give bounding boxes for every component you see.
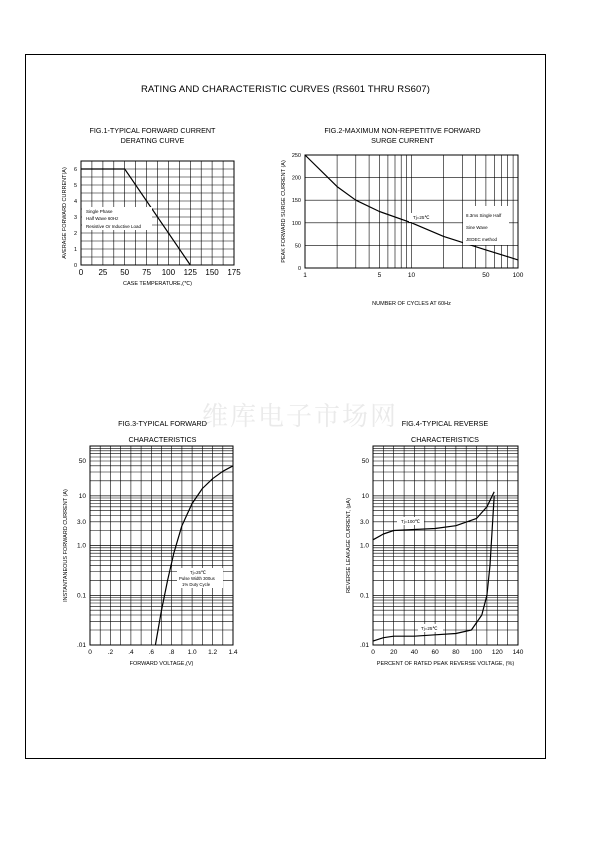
fig2-ytick-label: 200 (291, 175, 301, 182)
fig1-ytick-label: 3 (73, 215, 77, 221)
fig4-title-line2: CHARACTERISTICS (411, 435, 479, 444)
fig3-xlabel: FORWARD VOLTAGE,(V) (129, 661, 194, 667)
page-title: RATING AND CHARACTERISTIC CURVES (RS601 THRU RS607) (140, 84, 431, 95)
fig2-xtick-label: 100 (512, 272, 524, 279)
fig1-xtick-label: 175 (227, 268, 241, 277)
fig4-xtick-label: 60 (431, 649, 439, 656)
fig3-annotation-3: 1% Duty Cycle (182, 582, 211, 587)
fig4-ytick-label: 50 (361, 458, 369, 465)
fig3-ylabel: INSTANTANEOUS FORWARD CURRENT (A) (63, 489, 69, 602)
fig3-series-0-line (155, 466, 233, 645)
fig1-title-line1: FIG.1-TYPICAL FORWARD CURRENT (89, 126, 216, 135)
fig3-xtick-label: 0 (88, 649, 92, 656)
fig2-ytick-label: 250 (291, 153, 301, 159)
fig3-ytick-label: 3.0 (76, 518, 86, 526)
fig1-title-line2: DERATING CURVE (120, 136, 185, 145)
fig2-xtick-label: 10 (407, 272, 416, 279)
fig2-ylabel: PEAK FORWARD SURGE CURRENT (A) (281, 160, 287, 263)
fig4-xtick-label: 0 (371, 649, 375, 656)
fig2-title-line2: SURGE CURRENT (371, 136, 434, 145)
fig1-annotation-3: Resistive Or Inductive Load (86, 224, 142, 229)
watermark: 维库电子市场网 (201, 402, 398, 432)
fig2-xlabel: NUMBER OF CYCLES AT 60Hz (372, 301, 451, 307)
fig4-series-1-line (373, 496, 494, 641)
fig3-xtick-label: .2 (107, 649, 114, 656)
fig2-ytick-label: 150 (291, 198, 301, 205)
fig2-ytick-label: 100 (291, 220, 301, 227)
fig3-xtick-label: 1.4 (228, 649, 238, 656)
fig2-annotation-method-3: JEDEC method (466, 237, 498, 242)
fig3-xtick-label: 1.0 (187, 649, 197, 656)
fig1-xtick-label: 100 (161, 268, 176, 277)
fig2-annotation-method-2: Sine Wave (466, 225, 488, 230)
fig2-xtick-label: 5 (377, 272, 382, 279)
fig3-ytick-label: .01 (76, 642, 86, 649)
fig1-xtick-label: 75 (142, 268, 152, 277)
fig2-title-line1: FIG.2-MAXIMUM NON-REPETITIVE FORWARD (324, 126, 481, 135)
fig1-ytick-label: 0 (73, 263, 77, 269)
fig3-ytick-label: 0.1 (76, 592, 86, 600)
fig1-xtick-label: 25 (98, 268, 108, 277)
fig4-ytick-label: 3.0 (359, 518, 369, 526)
fig3-ytick-label: 10 (78, 492, 86, 500)
fig4-xtick-label: 140 (512, 649, 524, 656)
fig3-title-line2: CHARACTERISTICS (128, 435, 197, 444)
fig1-xlabel: CASE TEMPERATURE,(℃) (123, 281, 192, 287)
fig3-ytick-label: 50 (78, 458, 86, 465)
fig2-annotation-tj: Tj=25℃ (413, 215, 430, 220)
fig4-series-label-tj100: Tj=100℃ (401, 519, 420, 524)
fig4-xlabel: PERCENT OF RATED PEAK REVERSE VOLTAGE, (%) (376, 661, 515, 667)
fig4-ytick-label: 10 (361, 492, 369, 500)
fig3-xtick-label: .6 (148, 649, 155, 656)
fig2-ytick-label: 50 (294, 243, 301, 250)
fig3-ytick-label: 1.0 (76, 542, 86, 550)
fig3-xtick-label: .4 (128, 649, 134, 656)
fig4-ytick-label: 1.0 (359, 542, 369, 550)
fig3-xtick-label: 1.2 (208, 649, 218, 656)
fig1-ytick-label: 4 (73, 199, 77, 205)
fig4-xtick-label: 120 (491, 649, 503, 656)
fig2-annotation-method-1: 8.3ms Single Half (466, 213, 502, 218)
fig1-ytick-label: 1 (73, 247, 77, 253)
fig1-annotation-1: Single Phase (86, 209, 113, 214)
fig1-xtick-label: 125 (183, 268, 197, 277)
fig2-xtick-label: 1 (303, 272, 307, 279)
fig1-ylabel: AVERAGE FORWARD CURRENT(A) (62, 167, 68, 259)
fig1-xtick-label: 150 (205, 268, 219, 277)
fig4-xtick-label: 40 (410, 649, 419, 656)
fig4-title-line1: FIG.4-TYPICAL REVERSE (401, 419, 489, 428)
fig1-annotation-2: Half Wave 60Hz (86, 216, 119, 221)
fig2-ytick-label: 0 (297, 266, 301, 272)
fig3-annotation-1: Tj=25℃ (190, 570, 206, 575)
fig4-xtick-label: 20 (390, 649, 398, 656)
fig1-ytick-label: 5 (73, 183, 77, 189)
fig4-ytick-label: .01 (359, 642, 369, 649)
fig4-xtick-label: 80 (452, 649, 460, 656)
fig3-title-line1: FIG.3-TYPICAL FORWARD (118, 419, 207, 428)
fig1-xtick-label: 50 (120, 268, 130, 277)
fig4-series-label-tj25: Tj=25℃ (421, 626, 438, 631)
fig4-ylabel: REVERSE LEAKAGE CURRENT, (μA) (346, 498, 352, 593)
fig1-ytick-label: 6 (73, 167, 77, 173)
fig4-ytick-label: 0.1 (359, 592, 369, 600)
fig1-ytick-label: 2 (73, 231, 77, 237)
fig3-xtick-label: .8 (168, 649, 175, 656)
fig4-xtick-label: 100 (471, 649, 483, 656)
fig1-xtick-label: 0 (78, 268, 84, 277)
fig3-annotation-2: Pulse Width 300us (179, 576, 215, 581)
fig2-xtick-label: 50 (482, 272, 490, 279)
